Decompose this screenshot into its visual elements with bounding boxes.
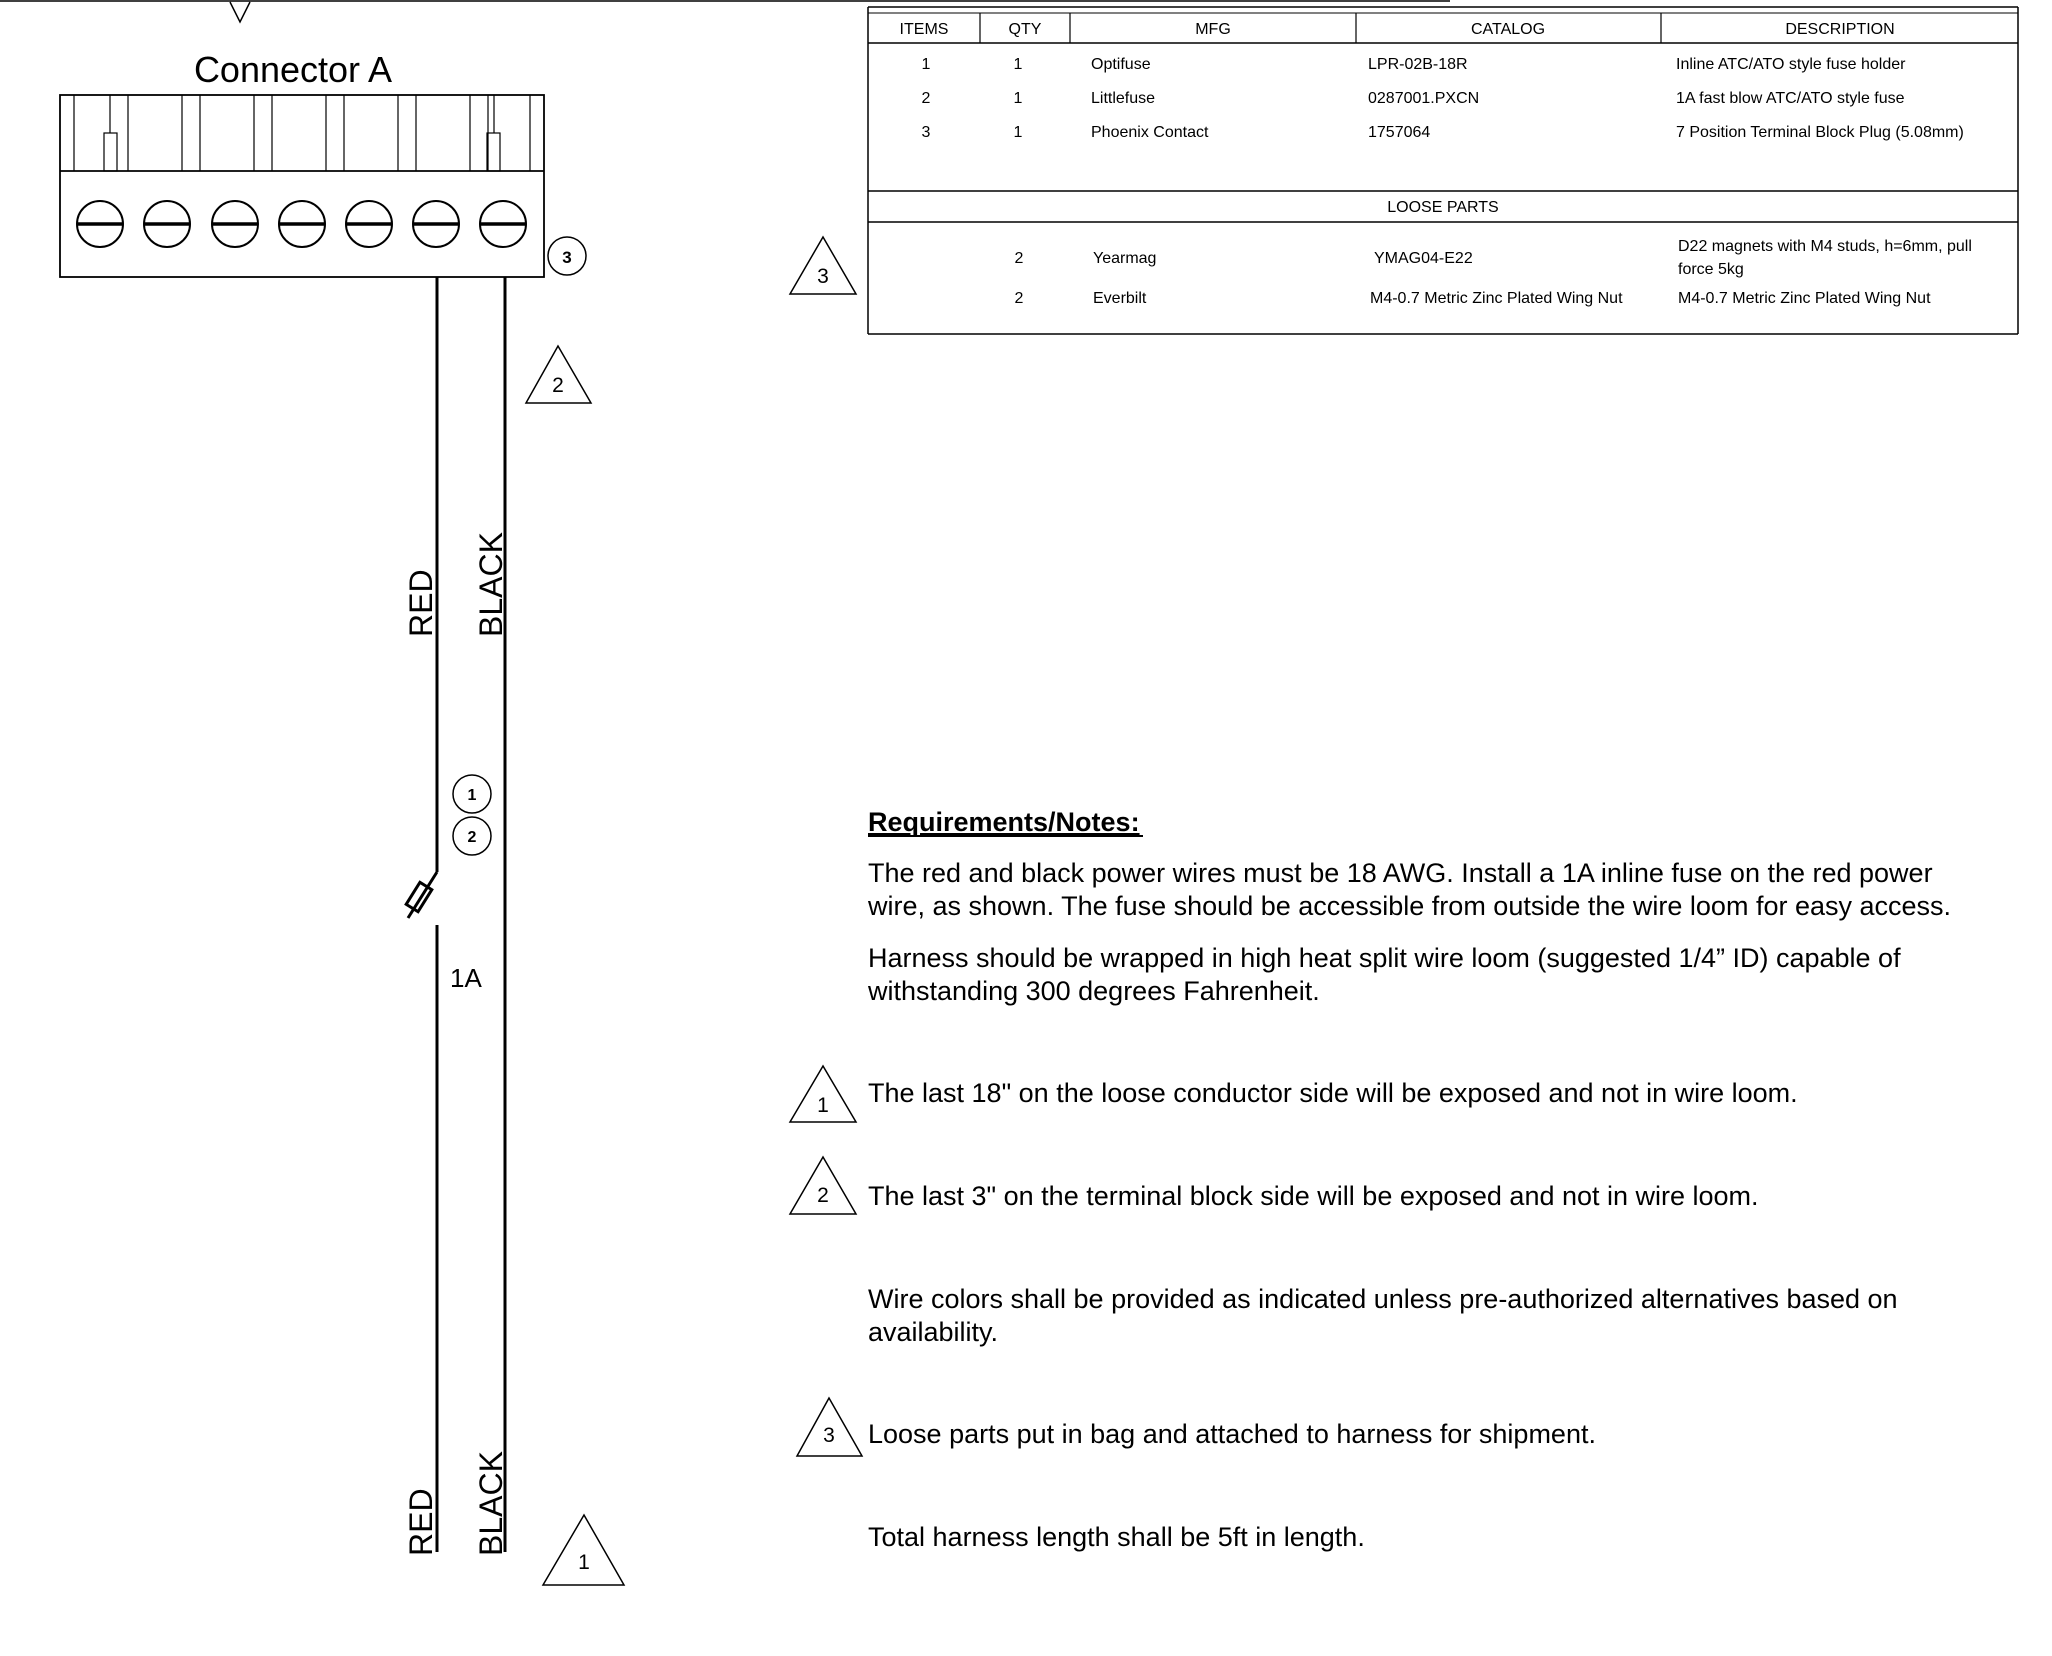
fuse-rating-label: 1A	[450, 963, 482, 993]
svg-text:1: 1	[578, 1551, 590, 1574]
bom-header-row	[900, 21, 1895, 38]
bom-table	[868, 7, 2018, 334]
flag-1-wire	[543, 1515, 624, 1585]
note-paragraph-2: Harness should be wrapped in high heat split wire loom (suggested 1/4” ID) capable of	[868, 943, 1901, 973]
loose-parts-title: LOOSE PARTS	[1387, 199, 1499, 216]
note-flag-3-text: Loose parts put in bag and attached to harness for shipment.	[868, 1419, 1596, 1449]
svg-text:1A fast blow ATC/ATO style fus: 1A fast blow ATC/ATO style fuse	[1676, 90, 1905, 107]
header-catalog: CATALOG	[1470, 21, 1546, 38]
header-mfg: MFG	[1195, 21, 1231, 38]
header-items: ITEMS	[899, 21, 949, 38]
svg-text:3: 3	[823, 1424, 835, 1447]
svg-text:2: 2	[921, 90, 931, 107]
svg-text:3: 3	[817, 265, 829, 288]
svg-text:YMAG04-E22: YMAG04-E22	[1374, 250, 1473, 267]
svg-text:1: 1	[921, 56, 931, 73]
note-paragraph-3: availability.	[868, 1317, 999, 1347]
flag-3-loose-parts	[790, 237, 856, 294]
note-paragraph-3: Wire colors shall be provided as indicated unless pre-authorized alternatives based on	[868, 1284, 1898, 1314]
black-wire-label-top: BLACK	[473, 532, 509, 637]
flag-2-wire	[526, 346, 591, 403]
svg-text:M4-0.7 Metric Zinc Plated Wing: M4-0.7 Metric Zinc Plated Wing Nut	[1370, 290, 1623, 307]
svg-text:Littlefuse: Littlefuse	[1091, 90, 1156, 107]
svg-text:1: 1	[1013, 124, 1023, 141]
black-wire-label-bottom: BLACK	[473, 1451, 509, 1556]
requirements-notes	[790, 807, 1951, 1552]
balloon-1-fuse-holder	[453, 775, 491, 813]
svg-text:1: 1	[1013, 90, 1023, 107]
svg-text:2: 2	[552, 374, 564, 397]
red-wire-label-top: RED	[403, 569, 439, 637]
svg-text:LPR-02B-18R: LPR-02B-18R	[1368, 56, 1468, 73]
balloon-3-connector	[548, 237, 586, 275]
screw-terminals	[77, 201, 526, 247]
terminal-block	[60, 95, 544, 277]
note-paragraph-1: wire, as shown. The fuse should be accessible from outside the wire loom for easy access.	[868, 891, 1952, 921]
svg-text:Everbilt: Everbilt	[1093, 290, 1147, 307]
table-row	[1015, 238, 1972, 278]
svg-text:3: 3	[562, 248, 572, 267]
table-row	[922, 90, 1905, 107]
svg-text:1757064: 1757064	[1368, 124, 1431, 141]
header-qty: QTY	[1008, 21, 1042, 38]
svg-text:D22 magnets with M4 studs, h=6: D22 magnets with M4 studs, h=6mm, pull	[1678, 238, 1972, 255]
svg-text:7 Position Terminal Block Plug: 7 Position Terminal Block Plug (5.08mm)	[1676, 124, 1964, 141]
table-row	[1015, 290, 1932, 307]
connector-title: Connector A	[193, 49, 393, 90]
note-paragraph-2: withstanding 300 degrees Fahrenheit.	[868, 976, 1320, 1006]
svg-text:Inline ATC/ATO style fuse hold: Inline ATC/ATO style fuse holder	[1676, 56, 1906, 73]
table-row	[922, 56, 1907, 73]
note-harness-length: Total harness length shall be 5ft in length.	[868, 1522, 1365, 1552]
svg-text:force 5kg: force 5kg	[1678, 261, 1744, 278]
note-flag-3	[797, 1398, 862, 1456]
notes-heading: Requirements/Notes:	[868, 807, 1140, 837]
note-paragraph-1: The red and black power wires must be 18 AWG. Install a 1A inline fuse on the red power	[868, 858, 1933, 888]
note-flag-1	[790, 1066, 856, 1122]
note-flag-2-text: The last 3" on the terminal block side will be exposed and not in wire loom.	[868, 1181, 1759, 1211]
svg-text:Phoenix Contact: Phoenix Contact	[1091, 124, 1209, 141]
svg-text:1: 1	[467, 787, 477, 804]
fuse-symbol	[406, 845, 437, 918]
table-row	[922, 124, 1964, 141]
svg-text:2: 2	[467, 829, 477, 846]
svg-text:0287001.PXCN: 0287001.PXCN	[1368, 90, 1480, 107]
svg-text:2: 2	[817, 1184, 829, 1207]
svg-text:3: 3	[921, 124, 931, 141]
svg-text:1: 1	[817, 1094, 829, 1117]
svg-text:2: 2	[1014, 290, 1024, 307]
svg-text:1: 1	[1013, 56, 1023, 73]
svg-text:Yearmag: Yearmag	[1093, 250, 1157, 267]
note-flag-1-text: The last 18" on the loose conductor side will be exposed and not in wire loom.	[868, 1078, 1798, 1108]
svg-text:Optifuse: Optifuse	[1091, 56, 1151, 73]
header-description: DESCRIPTION	[1785, 21, 1895, 38]
balloon-2-fuse	[453, 817, 491, 855]
svg-text:2: 2	[1014, 250, 1024, 267]
note-flag-2	[790, 1157, 856, 1214]
svg-text:M4-0.7 Metric Zinc Plated Wing: M4-0.7 Metric Zinc Plated Wing Nut	[1678, 290, 1931, 307]
top-marker-triangle	[230, 2, 250, 22]
red-wire-label-bottom: RED	[403, 1488, 439, 1556]
